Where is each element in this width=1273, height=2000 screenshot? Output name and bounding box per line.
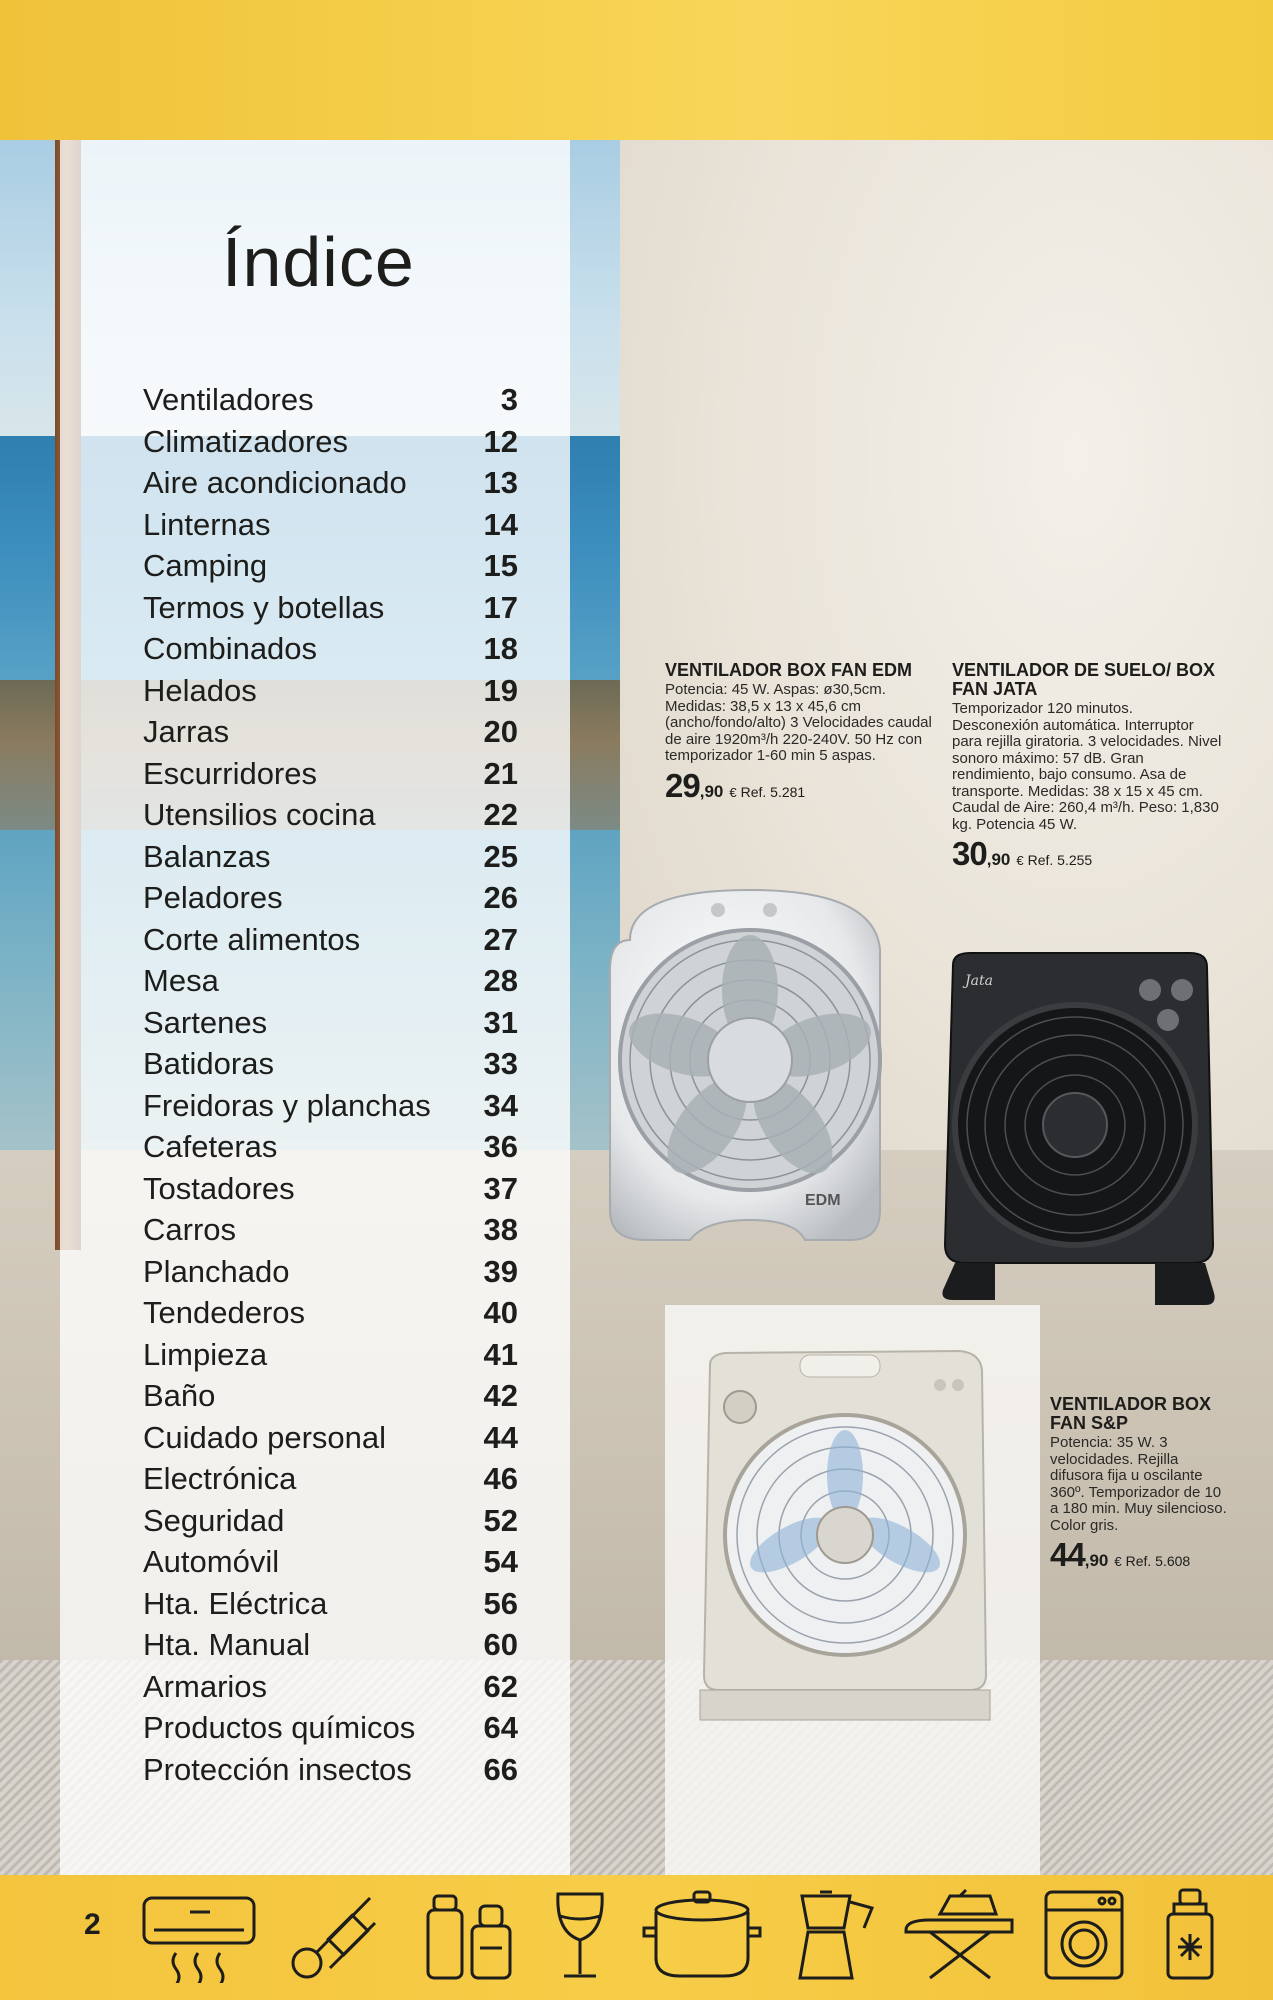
index-entry-page: 21	[483, 755, 518, 791]
product-description: Temporizador 120 minutos. Desconexión automática. Interruptor para rejilla giratoria. 3 velocidades. Nivel sonoro máximo: 57 dB. Gran rendimiento, bajo consumo. Asa de transporte. Medidas: 38 x 15 x 45 cm. Caudal de Aire: 260,4 m³/h. Peso: 1,830 kg. Potencia 45 W.	[952, 700, 1222, 833]
index-entry	[143, 631, 518, 673]
product-description: Potencia: 35 W. 3 velocidades. Rejilla difusora fija u oscilante 360º. Temporizador de 10 a 180 min. Muy silencioso. Color gris.	[1050, 1434, 1227, 1534]
index-entry-page: 38	[483, 1212, 518, 1247]
index-entry	[143, 1212, 518, 1254]
index-entry-label: Seguridad	[143, 1502, 285, 1538]
index-entry	[143, 673, 518, 715]
product-edm	[665, 661, 935, 805]
index-entry	[143, 1461, 518, 1503]
index-entry-label: Freidoras y planchas	[143, 1087, 431, 1123]
index-entry-label: Cuidado personal	[143, 1419, 387, 1455]
index-entry-label: Planchado	[143, 1253, 290, 1289]
index-list	[143, 382, 518, 1793]
fan-sp-image	[690, 1345, 1000, 1725]
product-sp	[1050, 1395, 1230, 1574]
index-entry-page: 64	[483, 1710, 518, 1745]
kitchen-utensils-icon	[285, 1888, 385, 1983]
index-entry	[143, 1295, 518, 1337]
index-entry	[143, 548, 518, 590]
index-entry-label: Limpieza	[143, 1336, 268, 1372]
index-entry	[143, 1046, 518, 1088]
index-entry	[143, 465, 518, 507]
air-conditioner-icon	[140, 1888, 260, 1983]
price-integer: 30	[952, 835, 987, 872]
index-entry	[143, 424, 518, 466]
index-entry-page: 26	[483, 880, 518, 915]
index-entry-label: Peladores	[143, 880, 283, 915]
index-entry-page: 34	[483, 1087, 518, 1123]
index-entry	[143, 1088, 518, 1130]
index-entry	[143, 963, 518, 1005]
index-entry-page: 18	[483, 631, 518, 666]
index-entry-page: 39	[483, 1253, 518, 1289]
price-integer: 44	[1050, 1536, 1085, 1573]
index-entry	[143, 1337, 518, 1379]
index-entry	[143, 1503, 518, 1545]
coffee-maker-icon	[780, 1888, 880, 1983]
salt-pepper-icon	[420, 1888, 520, 1983]
page-number: 2	[84, 1908, 101, 1941]
price-decimal: ,90	[1084, 1551, 1109, 1570]
index-entry	[143, 382, 518, 424]
index-entry-label: Electrónica	[143, 1461, 297, 1496]
ironing-board-icon	[900, 1888, 1020, 1983]
index-entry-page: 3	[500, 382, 518, 417]
index-entry-page: 66	[483, 1751, 518, 1787]
edm-logo: EDM	[805, 1192, 841, 1209]
price-currency: €	[1114, 1554, 1122, 1569]
index-entry-label: Escurridores	[143, 755, 317, 791]
product-price	[1050, 1536, 1230, 1574]
product-name: VENTILADOR BOX FAN S&P	[1050, 1394, 1212, 1433]
product-price	[665, 767, 935, 805]
index-entry-label: Protección insectos	[143, 1751, 412, 1787]
index-entry-label: Productos químicos	[143, 1710, 416, 1745]
index-entry-page: 12	[483, 423, 518, 459]
product-ref: Ref. 5.608	[1125, 1553, 1191, 1569]
price-currency: €	[729, 784, 737, 800]
index-entry-page: 54	[483, 1544, 518, 1579]
index-entry-page: 27	[483, 921, 518, 957]
index-entry-page: 37	[483, 1170, 518, 1206]
wine-glass-icon	[550, 1888, 610, 1983]
index-entry	[143, 922, 518, 964]
index-entry	[143, 590, 518, 632]
product-description: Potencia: 45 W. Aspas: ø30,5cm. Medidas: 38,5 x 13 x 45,6 cm (ancho/fondo/alto) 3 Velocidades caudal de aire 1920m³/h 220-240V. 50 Hz con temporizador 1-60 min 5 aspas.	[665, 681, 932, 764]
index-entry-label: Automóvil	[143, 1544, 280, 1579]
price-integer: 29	[665, 766, 700, 804]
index-entry-label: Jarras	[143, 714, 230, 749]
product-price	[952, 835, 1222, 873]
index-entry	[143, 1627, 518, 1669]
price-decimal: ,90	[986, 850, 1011, 869]
price-currency: €	[1016, 853, 1024, 868]
index-entry-label: Baño	[143, 1378, 216, 1413]
fan-jata-image	[935, 945, 1225, 1320]
index-entry-page: 36	[483, 1129, 518, 1164]
index-entry	[143, 756, 518, 798]
index-entry-page: 52	[483, 1502, 518, 1538]
index-entry	[143, 1378, 518, 1420]
price-decimal: ,90	[699, 781, 724, 801]
index-entry-label: Climatizadores	[143, 423, 349, 459]
index-entry-page: 42	[483, 1378, 518, 1413]
index-entry-label: Mesa	[143, 963, 219, 998]
index-entry-label: Aire acondicionado	[143, 465, 407, 500]
index-entry	[143, 1669, 518, 1711]
index-entry	[143, 1420, 518, 1462]
index-entry	[143, 507, 518, 549]
washing-machine-icon	[1040, 1888, 1130, 1983]
index-entry-label: Balanzas	[143, 838, 271, 874]
cleaning-spray-icon	[1160, 1888, 1220, 1983]
index-entry	[143, 1544, 518, 1586]
index-entry-page: 22	[483, 797, 518, 832]
product-jata	[952, 661, 1222, 873]
index-entry	[143, 1129, 518, 1171]
index-entry-page: 40	[483, 1295, 518, 1330]
index-entry-label: Tostadores	[143, 1170, 295, 1206]
index-entry	[143, 797, 518, 839]
index-entry-page: 60	[483, 1627, 518, 1662]
product-ref: Ref. 5.281	[740, 783, 806, 800]
index-entry-label: Batidoras	[143, 1046, 274, 1081]
index-entry-label: Utensilios cocina	[143, 797, 376, 832]
index-entry-label: Combinados	[143, 631, 318, 666]
index-entry-page: 62	[483, 1668, 518, 1704]
index-entry-page: 44	[483, 1419, 518, 1455]
index-entry	[143, 839, 518, 881]
index-entry-label: Helados	[143, 672, 257, 708]
cooking-pot-icon	[640, 1888, 765, 1983]
top-yellow-band	[0, 0, 1273, 140]
index-entry-page: 25	[483, 838, 518, 874]
index-entry	[143, 1752, 518, 1794]
product-name: VENTILADOR BOX FAN EDM	[665, 660, 913, 680]
index-entry	[143, 1171, 518, 1213]
index-entry-label: Hta. Eléctrica	[143, 1585, 328, 1621]
index-entry-label: Armarios	[143, 1668, 268, 1704]
index-entry	[143, 1710, 518, 1752]
index-entry-page: 19	[483, 672, 518, 708]
index-entry-label: Termos y botellas	[143, 589, 385, 625]
index-entry-label: Linternas	[143, 506, 271, 542]
index-entry-page: 14	[483, 506, 518, 542]
product-name: VENTILADOR DE SUELO/ BOX FAN JATA	[952, 660, 1216, 699]
index-entry-label: Camping	[143, 548, 268, 583]
index-entry-page: 41	[483, 1336, 518, 1372]
index-entry-page: 33	[483, 1046, 518, 1081]
index-entry	[143, 1254, 518, 1296]
index-entry-label: Hta. Manual	[143, 1627, 311, 1662]
index-entry-label: Ventiladores	[143, 382, 314, 417]
index-entry	[143, 1005, 518, 1047]
product-ref: Ref. 5.255	[1027, 852, 1093, 868]
index-entry-label: Carros	[143, 1212, 237, 1247]
index-entry	[143, 714, 518, 756]
index-entry-page: 17	[483, 589, 518, 625]
index-entry-label: Sartenes	[143, 1004, 268, 1040]
fan-edm-image	[590, 880, 910, 1260]
index-title: Índice	[222, 223, 415, 301]
index-entry-page: 13	[483, 465, 518, 500]
index-entry-page: 46	[483, 1461, 518, 1496]
index-entry	[143, 880, 518, 922]
jata-logo: Jata	[965, 973, 993, 989]
index-entry-page: 56	[483, 1585, 518, 1621]
index-entry-label: Tendederos	[143, 1295, 306, 1330]
index-entry-page: 31	[483, 1004, 518, 1040]
index-entry	[143, 1586, 518, 1628]
index-entry-page: 15	[483, 548, 518, 583]
index-entry-label: Corte alimentos	[143, 921, 361, 957]
index-entry-page: 20	[483, 714, 518, 749]
index-entry-label: Cafeteras	[143, 1129, 278, 1164]
index-entry-page: 28	[483, 963, 518, 998]
